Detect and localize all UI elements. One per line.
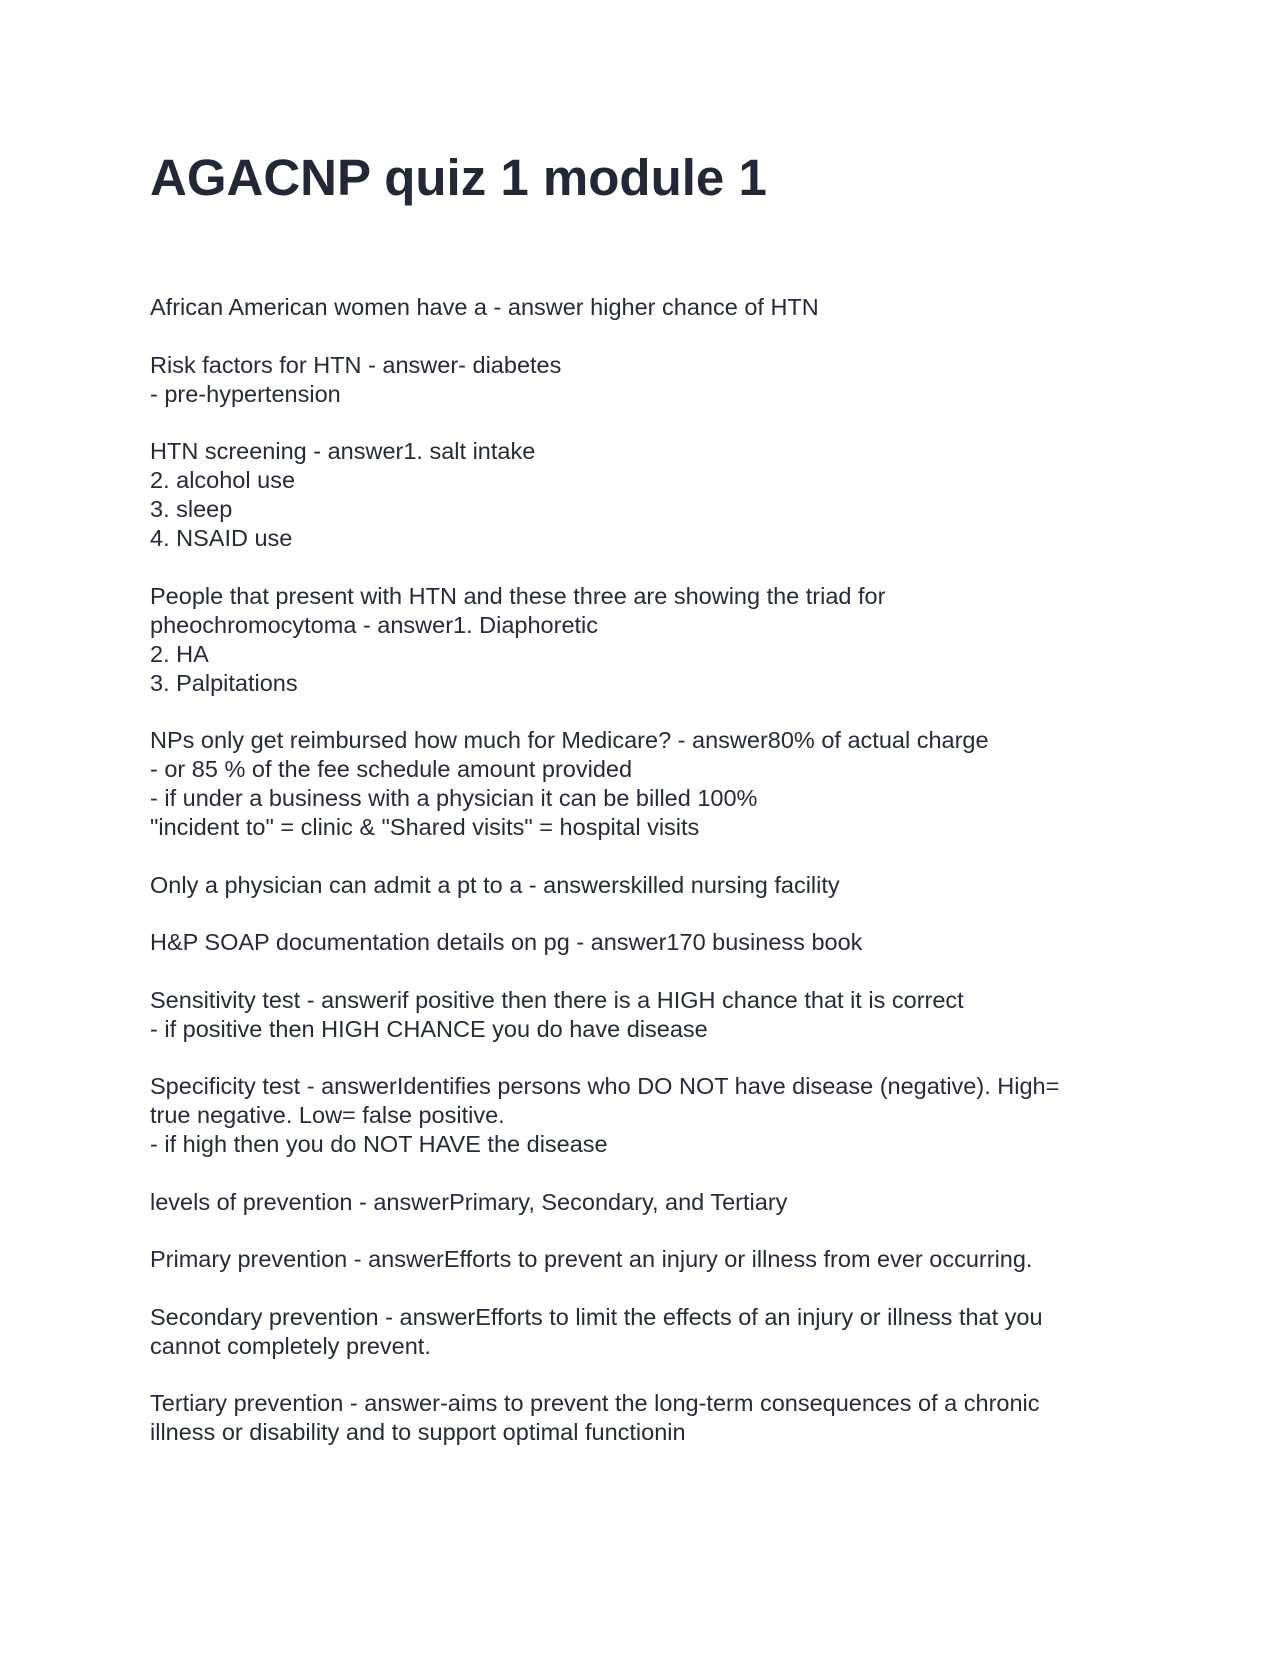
qa-entry: People that present with HTN and these three are showing the triad for pheochromocytoma - answer1. Diaphoretic 2. HA 3. Palpitations (150, 582, 886, 696)
qa-entry: levels of prevention - answerPrimary, Secondary, and Tertiary (150, 1188, 788, 1215)
qa-entry: NPs only get reimbursed how much for Medicare? - answer80% of actual charge - or 85 % of the fee schedule amount provided - if under a business with a physician it can be billed 100% "incident to" = clinic & "Shared visits" = hospital visits (150, 727, 989, 840)
qa-entry: HTN screening - answer1. salt intake 2. alcohol use 3. sleep 4. NSAID use (150, 438, 536, 551)
document-body (150, 293, 1150, 1476)
qa-entry: African American women have a - answer higher chance of HTN (150, 294, 819, 320)
qa-entry: Tertiary prevention - answer-aims to prevent the long-term consequences of a chronic illness or disability and to support optimal functionin (150, 1390, 1040, 1445)
qa-entry: Risk factors for HTN - answer- diabetes - pre-hypertension (150, 351, 562, 407)
qa-entry: Only a physician can admit a pt to a - answerskilled nursing facility (150, 871, 840, 898)
qa-entry: Secondary prevention - answerEfforts to limit the effects of an injury or illness that you cannot completely prevent. (150, 1303, 1043, 1359)
qa-entry: Sensitivity test - answerif positive then there is a HIGH chance that it is correct - if positive then HIGH CHANCE you do have disease (150, 986, 964, 1042)
qa-entry: Specificity test - answerIdentifies persons who DO NOT have disease (negative). High= true negative. Low= false positive. - if high then you do NOT HAVE the disease (150, 1073, 1060, 1157)
document-title: AGACNP quiz 1 module 1 (150, 149, 767, 206)
qa-entry: Primary prevention - answerEfforts to prevent an injury or illness from ever occurring. (150, 1246, 1033, 1272)
qa-entry: H&P SOAP documentation details on pg - answer170 business book (150, 929, 863, 955)
